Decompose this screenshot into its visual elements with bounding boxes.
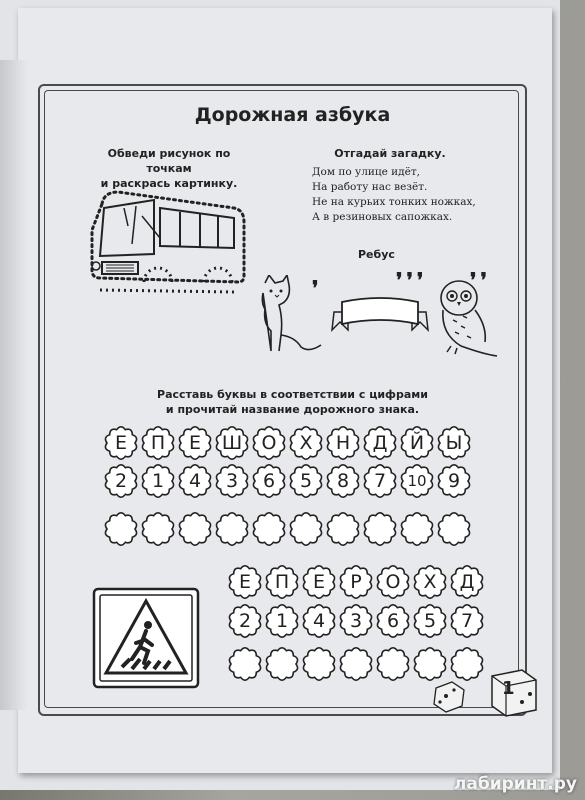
riddle-line: А в резиновых сапожках. — [312, 211, 453, 223]
rebus-heading: Ребус — [358, 248, 395, 261]
letter-cell-text: О — [385, 571, 401, 593]
letter-cell-text: Д — [459, 571, 475, 593]
letter-cell-text: Д — [372, 432, 388, 454]
number-cell — [301, 603, 337, 639]
letter-cell — [264, 564, 300, 600]
number-cell-text: 4 — [312, 610, 326, 632]
answer-blank-cell — [399, 511, 435, 547]
number-cell-text: 1 — [151, 470, 165, 492]
number-cell-text: 2 — [114, 470, 128, 492]
letter-cell — [301, 564, 337, 600]
answer-blank-cell — [227, 646, 263, 682]
letter-cell — [362, 425, 398, 461]
number-cell-text: 5 — [299, 470, 313, 492]
number-cell — [103, 463, 139, 499]
number-cell-text: 3 — [349, 610, 363, 632]
puzzle1-answer-row — [103, 511, 473, 547]
answer-blank-cell — [103, 511, 139, 547]
answer-blank-cell — [375, 646, 411, 682]
letter-cell — [227, 564, 263, 600]
letter-cell — [177, 425, 213, 461]
puzzle2-numbers-row — [227, 603, 486, 639]
trace-instruction — [84, 146, 254, 191]
task-instruction — [120, 387, 465, 417]
number-cell — [140, 463, 176, 499]
instruction-line: и прочитай название дорожного знака. — [165, 403, 420, 416]
letter-cell-text: Е — [188, 432, 201, 454]
number-cell-text: 1 — [275, 610, 289, 632]
number-cell-text: 7 — [460, 610, 474, 632]
letter-cell-text: Е — [238, 571, 251, 593]
riddle-heading: Отгадай загадку. — [334, 147, 446, 160]
riddle-line: Не на курьих тонких ножках, — [312, 196, 476, 208]
letter-cell-text: Й — [409, 432, 425, 454]
number-cell — [449, 603, 485, 639]
rebus-banner — [330, 292, 430, 342]
answer-blank-cell — [362, 511, 398, 547]
answer-blank-cell — [301, 646, 337, 682]
letter-cell — [214, 425, 250, 461]
number-cell — [436, 463, 472, 499]
riddle-line: Дом по улице идёт, — [312, 166, 420, 178]
letter-cell-text: Х — [299, 432, 313, 454]
answer-blank-cell — [214, 511, 250, 547]
number-cell-text: 8 — [336, 470, 350, 492]
answer-blank-cell — [338, 646, 374, 682]
letter-cell-text: О — [261, 432, 277, 454]
number-cell-text: 7 — [373, 470, 387, 492]
letter-cell-text: П — [150, 432, 166, 454]
answer-blank-cell — [288, 511, 324, 547]
answer-blank-cell — [140, 511, 176, 547]
number-cell-text: 6 — [386, 610, 400, 632]
rebus-commas-middle: ❜❜❜ — [396, 268, 428, 292]
page-curl — [0, 60, 28, 710]
number-cell-text: 9 — [447, 470, 461, 492]
answer-blank-cell — [177, 511, 213, 547]
number-cell — [412, 603, 448, 639]
answer-blank-cell — [325, 511, 361, 547]
letter-cell — [140, 425, 176, 461]
instruction-line: Обведи рисунок по точкам — [107, 147, 231, 175]
letter-cell-text: Е — [114, 432, 127, 454]
letter-cell-text: Е — [312, 571, 325, 593]
letter-cell — [251, 425, 287, 461]
number-cell — [177, 463, 213, 499]
puzzle1-letters-row — [103, 425, 473, 461]
letter-cell-text: Ш — [221, 432, 243, 454]
number-cell — [288, 463, 324, 499]
rebus-commas-left: ❜ — [312, 276, 323, 300]
letter-cell-text: Х — [423, 571, 437, 593]
bus-illustration — [84, 186, 249, 312]
answer-blank-cell — [264, 646, 300, 682]
number-cell — [227, 603, 263, 639]
answer-blank-cell — [436, 511, 472, 547]
page-title: Дорожная азбука — [194, 104, 391, 126]
letter-cell — [375, 564, 411, 600]
letter-cell — [103, 425, 139, 461]
puzzle1-numbers-row — [103, 463, 473, 499]
letter-cell-text: Н — [335, 432, 351, 454]
number-cell — [264, 603, 300, 639]
number-cell — [338, 603, 374, 639]
letter-cell — [436, 425, 472, 461]
rebus-commas-right: ❜❜ — [470, 268, 491, 292]
letter-cell-text: Ы — [445, 432, 463, 454]
riddle-text — [312, 165, 476, 225]
letter-cell — [399, 425, 435, 461]
number-cell-text: 3 — [225, 470, 239, 492]
instruction-line: и раскрась картинку. — [100, 177, 238, 190]
letter-cell — [449, 564, 485, 600]
watermark-logo: лабиринт.ру — [453, 774, 577, 794]
pedestrian-crossing-sign — [92, 587, 200, 693]
letter-cell-text: Р — [350, 571, 362, 593]
number-cell-text: 2 — [238, 610, 252, 632]
letter-cell — [338, 564, 374, 600]
letter-cell — [325, 425, 361, 461]
number-cell — [325, 463, 361, 499]
page-number: 1 — [502, 678, 515, 699]
dice-decoration — [432, 656, 542, 722]
number-cell-text: 10 — [407, 472, 427, 490]
number-cell-text: 5 — [423, 610, 437, 632]
letter-cell — [288, 425, 324, 461]
instruction-line: Расставь буквы в соответствии с цифрами — [157, 388, 428, 401]
letter-cell-text: П — [274, 571, 290, 593]
letter-cell — [412, 564, 448, 600]
number-cell — [362, 463, 398, 499]
number-cell — [251, 463, 287, 499]
number-cell-text: 6 — [262, 470, 276, 492]
answer-blank-cell — [251, 511, 287, 547]
riddle-line: На работу нас везёт. — [312, 181, 428, 193]
number-cell — [214, 463, 250, 499]
number-cell — [399, 463, 435, 499]
number-cell-text: 4 — [188, 470, 202, 492]
number-cell — [375, 603, 411, 639]
puzzle2-letters-row — [227, 564, 486, 600]
